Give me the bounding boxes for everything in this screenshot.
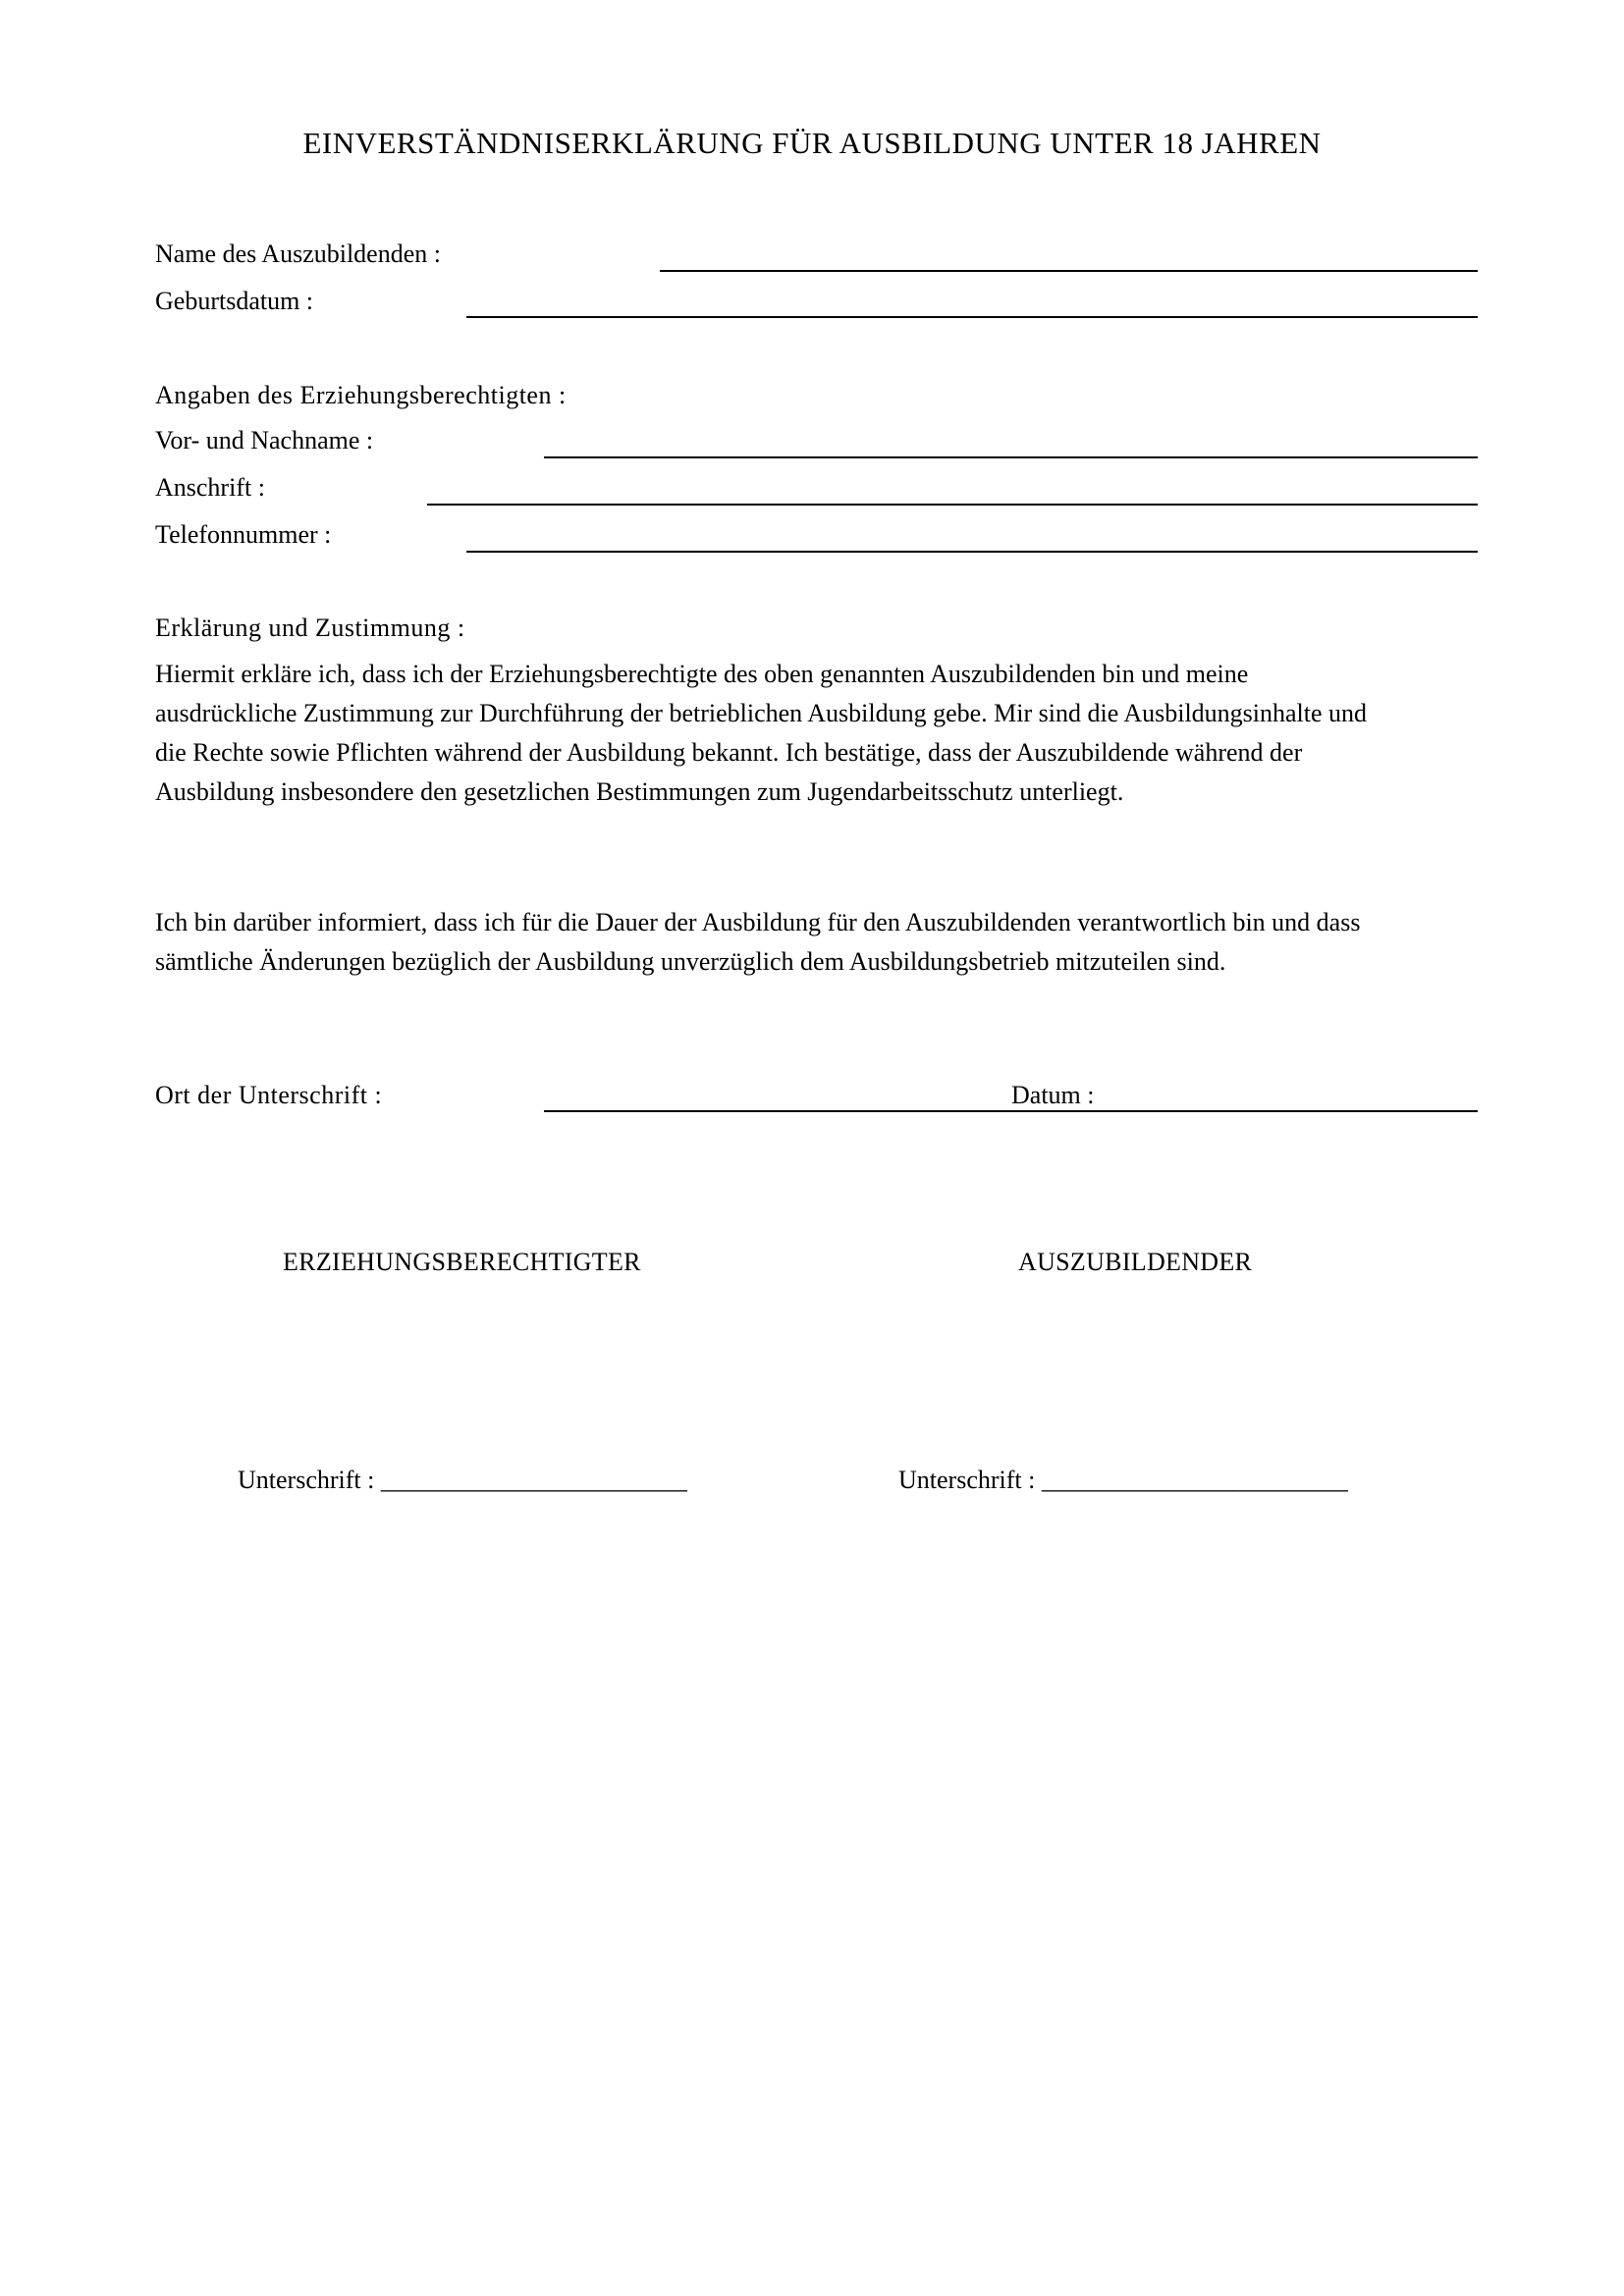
trainee-name-field[interactable]: [660, 270, 1478, 272]
signature-place-field[interactable]: [544, 1110, 1478, 1112]
trainee-signature-field[interactable]: Unterschrift : ________________________: [898, 1466, 1348, 1494]
phone-field[interactable]: [466, 551, 1478, 553]
paragraph-line: Ausbildung insbesondere den gesetzlichen Bestimmungen zum Jugendarbeitsschutz unterliegt.: [155, 777, 1124, 806]
birthdate-field[interactable]: [466, 316, 1478, 318]
signature-place-label: Ort der Unterschrift :: [155, 1081, 383, 1109]
declaration-paragraph-1: [155, 655, 1490, 812]
guardian-signatory-heading: ERZIEHUNGSBERECHTIGTER: [283, 1248, 641, 1276]
birthdate-label: Geburtsdatum :: [155, 287, 314, 315]
guardian-name-field[interactable]: [544, 456, 1478, 458]
paragraph-line: sämtliche Änderungen bezüglich der Ausbildung unverzüglich dem Ausbildungsbetrieb mitzuteilen sind.: [155, 947, 1226, 976]
guardian-section-heading: Angaben des Erziehungsberechtigten :: [155, 381, 567, 409]
paragraph-line: Ich bin darüber informiert, dass ich für die Dauer der Ausbildung für den Auszubildenden verantwortlich bin und dass: [155, 908, 1361, 936]
trainee-name-label: Name des Auszubildenden :: [155, 240, 441, 268]
document-title: EINVERSTÄNDNISERKLÄRUNG FÜR AUSBILDUNG UNTER 18 JAHREN: [302, 126, 1322, 160]
address-field[interactable]: [427, 504, 1478, 506]
declaration-heading: Erklärung und Zustimmung :: [155, 614, 465, 642]
trainee-signatory-heading: AUSZUBILDENDER: [1018, 1248, 1253, 1276]
address-label: Anschrift :: [155, 473, 265, 502]
date-label: Datum :: [1011, 1081, 1095, 1109]
paragraph-line: Hiermit erkläre ich, dass ich der Erziehungsberechtigte des oben genannten Auszubildenden bin und meine: [155, 660, 1249, 688]
declaration-paragraph-2: [155, 903, 1490, 982]
paragraph-line: ausdrückliche Zustimmung zur Durchführung der betrieblichen Ausbildung gebe. Mir sind die Ausbildungsinhalte und: [155, 699, 1368, 727]
guardian-signature-field[interactable]: Unterschrift : ________________________: [238, 1466, 687, 1494]
paragraph-line: die Rechte sowie Pflichten während der Ausbildung bekannt. Ich bestätige, dass der Auszubildende während der: [155, 738, 1303, 767]
phone-label: Telefonnummer :: [155, 520, 332, 549]
guardian-name-label: Vor- und Nachname :: [155, 426, 374, 454]
